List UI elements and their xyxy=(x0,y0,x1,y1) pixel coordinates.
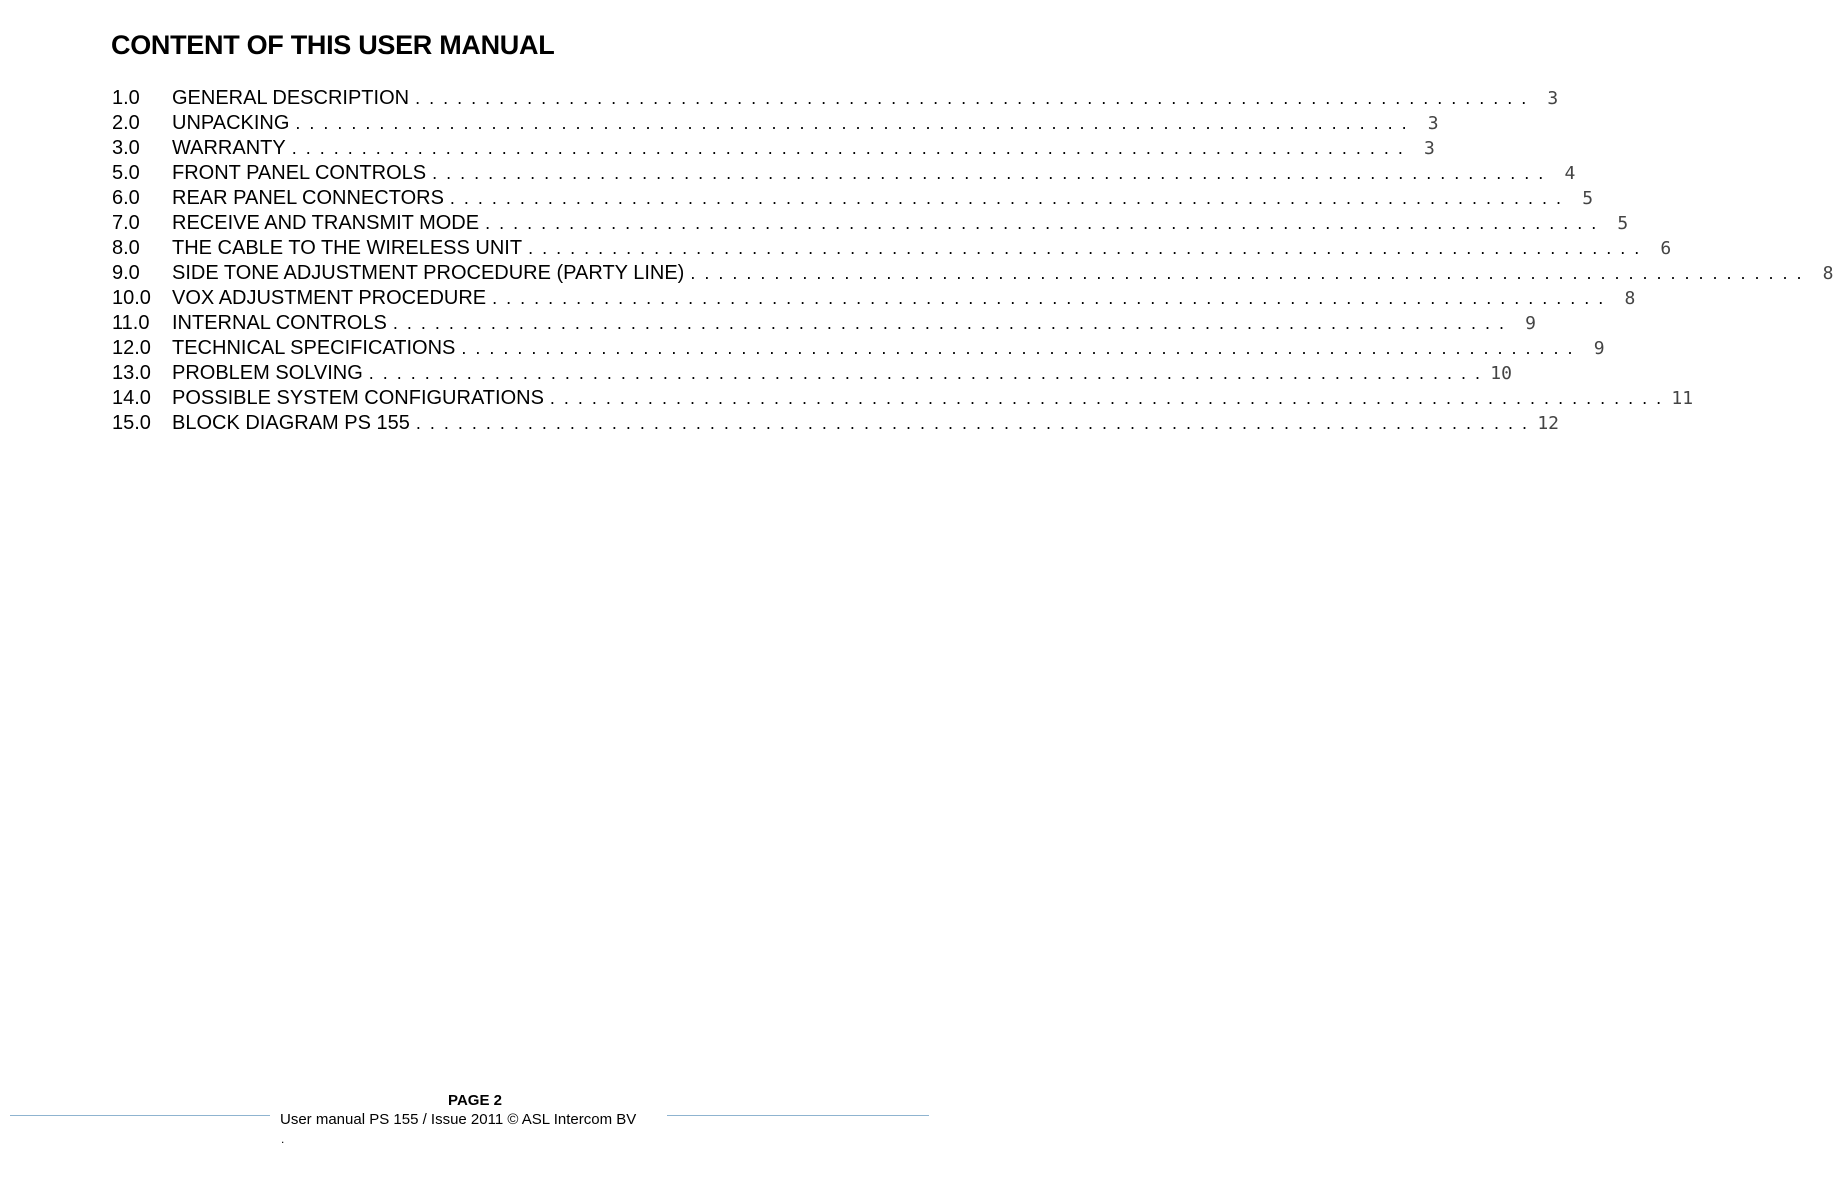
toc-entry-number: 1.0 xyxy=(112,87,140,109)
dot-leader: . . . . . . . . . . . . . . . . . . . . . . . . . . . . . . . . . . . . . . . . . . . . . . . . . . . . . . . . . . . . . . . . . . . . . . . . . . . . . . . . xyxy=(295,113,1409,133)
dot-leader: . . . . . . . . . . . . . . . . . . . . . . . . . . . . . . . . . . . . . . . . . . . . . . . . . . . . . . . . . . . . . . . . . . . . . . . . . . . . . . . . xyxy=(415,413,1530,433)
dot-leader: . . . . . . . . . . . . . . . . . . . . . . . . . . . . . . . . . . . . . . . . . . . . . . . . . . . . . . . . . . . . . . . . . . . . . . . . . . . . . . . . xyxy=(368,363,1482,383)
toc-entry-page: 11 xyxy=(1671,388,1694,409)
toc-entry-page: 6 xyxy=(1660,238,1672,259)
toc-entry[interactable] xyxy=(112,387,1694,412)
toc-entry-title: WARRANTY xyxy=(172,137,286,159)
toc-entry-page: 3 xyxy=(1424,138,1435,159)
footer-divider-left xyxy=(10,1115,270,1116)
toc-entry-page: 8 xyxy=(1822,263,1833,284)
toc-entry-number: 7.0 xyxy=(112,212,140,234)
toc-entry[interactable] xyxy=(112,262,1833,287)
toc-entry[interactable] xyxy=(112,112,1439,137)
footer-divider-right xyxy=(667,1115,929,1116)
dot-leader: . . . . . . . . . . . . . . . . . . . . . . . . . . . . . . . . . . . . . . . . . . . . . . . . . . . . . . . . . . . . . . . . . . . . . . . . . . . . . . . . xyxy=(392,313,1506,333)
toc-entry[interactable] xyxy=(112,162,1576,187)
toc-entry-number: 12.0 xyxy=(112,337,151,359)
footer-dot: . xyxy=(281,1132,285,1146)
dot-leader: . . . . . . . . . . . . . . . . . . . . . . . . . . . . . . . . . . . . . . . . . . . . . . . . . . . . . . . . . . . . . . . . . . . . . . . . . . . . . . . . xyxy=(432,163,1546,183)
toc-entry[interactable] xyxy=(112,187,1594,212)
footer-copyright: User manual PS 155 / Issue 2011 © ASL Intercom BV xyxy=(280,1111,637,1128)
toc-entry-title: FRONT PANEL CONTROLS xyxy=(172,162,427,184)
toc-entry-title: SIDE TONE ADJUSTMENT PROCEDURE (PARTY LINE) xyxy=(172,262,685,284)
toc-entry-title: INTERNAL CONTROLS xyxy=(172,312,387,334)
toc-entry-title: TECHNICAL SPECIFICATIONS xyxy=(172,337,456,359)
toc-entry-number: 6.0 xyxy=(112,187,140,209)
dot-leader: . . . . . . . . . . . . . . . . . . . . . . . . . . . . . . . . . . . . . . . . . . . . . . . . . . . . . . . . . . . . . . . . . . . . . . . . . . . . . . . . xyxy=(449,188,1564,208)
toc-entry[interactable] xyxy=(112,362,1512,387)
toc-entry-number: 15.0 xyxy=(112,412,151,434)
dot-leader: . . . . . . . . . . . . . . . . . . . . . . . . . . . . . . . . . . . . . . . . . . . . . . . . . . . . . . . . . . . . . . . . . . . . . . . . . . . . . . . . xyxy=(291,138,1405,158)
table-of-contents xyxy=(112,87,1833,437)
dot-leader: . . . . . . . . . . . . . . . . . . . . . . . . . . . . . . . . . . . . . . . . . . . . . . . . . . . . . . . . . . . . . . . . . . . . . . . . . . . . . . . . xyxy=(461,338,1575,358)
toc-entry-title: THE CABLE TO THE WIRELESS UNIT xyxy=(172,237,523,259)
toc-entry[interactable] xyxy=(112,212,1629,237)
toc-entry-page: 5 xyxy=(1617,213,1629,234)
toc-entry-number: 10.0 xyxy=(112,287,151,309)
dot-leader: . . . . . . . . . . . . . . . . . . . . . . . . . . . . . . . . . . . . . . . . . . . . . . . . . . . . . . . . . . . . . . . . . . . . . . . . . . . . . . . . xyxy=(485,213,1599,233)
footer-page-number: PAGE 2 xyxy=(448,1092,502,1109)
toc-entry-title: UNPACKING xyxy=(172,112,290,134)
toc-entry-page: 12 xyxy=(1537,413,1560,434)
toc-entry[interactable] xyxy=(112,312,1536,337)
dot-leader: . . . . . . . . . . . . . . . . . . . . . . . . . . . . . . . . . . . . . . . . . . . . . . . . . . . . . . . . . . . . . . . . . . . . . . . . . . . . . . . . xyxy=(549,388,1664,408)
toc-entry[interactable] xyxy=(112,237,1672,262)
toc-entry-title: GENERAL DESCRIPTION xyxy=(172,87,410,109)
toc-entry-title: REAR PANEL CONNECTORS xyxy=(172,187,444,209)
toc-entry-page: 3 xyxy=(1547,88,1559,109)
dot-leader: . . . . . . . . . . . . . . . . . . . . . . . . . . . . . . . . . . . . . . . . . . . . . . . . . . . . . . . . . . . . . . . . . . . . . . . . . . . . . . . . xyxy=(492,288,1606,308)
toc-entry-number: 5.0 xyxy=(112,162,140,184)
toc-entry-page: 3 xyxy=(1427,113,1439,134)
toc-entry-title: RECEIVE AND TRANSMIT MODE xyxy=(172,212,480,234)
toc-entry[interactable] xyxy=(112,137,1435,162)
toc-entry[interactable] xyxy=(112,87,1559,112)
toc-entry-page: 8 xyxy=(1624,288,1636,309)
dot-leader: . . . . . . . . . . . . . . . . . . . . . . . . . . . . . . . . . . . . . . . . . . . . . . . . . . . . . . . . . . . . . . . . . . . . . . . . . . . . . . . . xyxy=(690,263,1804,283)
toc-entry-page: 9 xyxy=(1593,338,1605,359)
toc-entry-number: 9.0 xyxy=(112,262,140,284)
toc-entry-number: 11.0 xyxy=(112,312,150,334)
dot-leader: . . . . . . . . . . . . . . . . . . . . . . . . . . . . . . . . . . . . . . . . . . . . . . . . . . . . . . . . . . . . . . . . . . . . . . . . . . . . . . . . xyxy=(528,238,1642,258)
toc-entry-title: BLOCK DIAGRAM PS 155 xyxy=(172,412,410,434)
toc-entry-number: 8.0 xyxy=(112,237,140,259)
toc-entry-title: VOX ADJUSTMENT PROCEDURE xyxy=(172,287,487,309)
toc-entry-number: 2.0 xyxy=(112,112,140,134)
toc-entry-number: 13.0 xyxy=(112,362,151,384)
toc-entry-page: 4 xyxy=(1564,163,1576,184)
toc-entry-page: 10 xyxy=(1490,363,1512,384)
toc-entry[interactable] xyxy=(112,412,1560,437)
dot-leader: . . . . . . . . . . . . . . . . . . . . . . . . . . . . . . . . . . . . . . . . . . . . . . . . . . . . . . . . . . . . . . . . . . . . . . . . . . . . . . . . xyxy=(415,88,1529,108)
toc-entry-number: 3.0 xyxy=(112,137,140,159)
toc-entry-title: PROBLEM SOLVING xyxy=(172,362,363,384)
toc-entry-number: 14.0 xyxy=(112,387,151,409)
toc-entry-page: 5 xyxy=(1582,188,1594,209)
toc-entry[interactable] xyxy=(112,337,1605,362)
page-title: CONTENT OF THIS USER MANUAL xyxy=(111,30,555,60)
toc-entry-page: 9 xyxy=(1525,313,1536,334)
toc-entry[interactable] xyxy=(112,287,1636,312)
toc-entry-title: POSSIBLE SYSTEM CONFIGURATIONS xyxy=(172,387,544,409)
